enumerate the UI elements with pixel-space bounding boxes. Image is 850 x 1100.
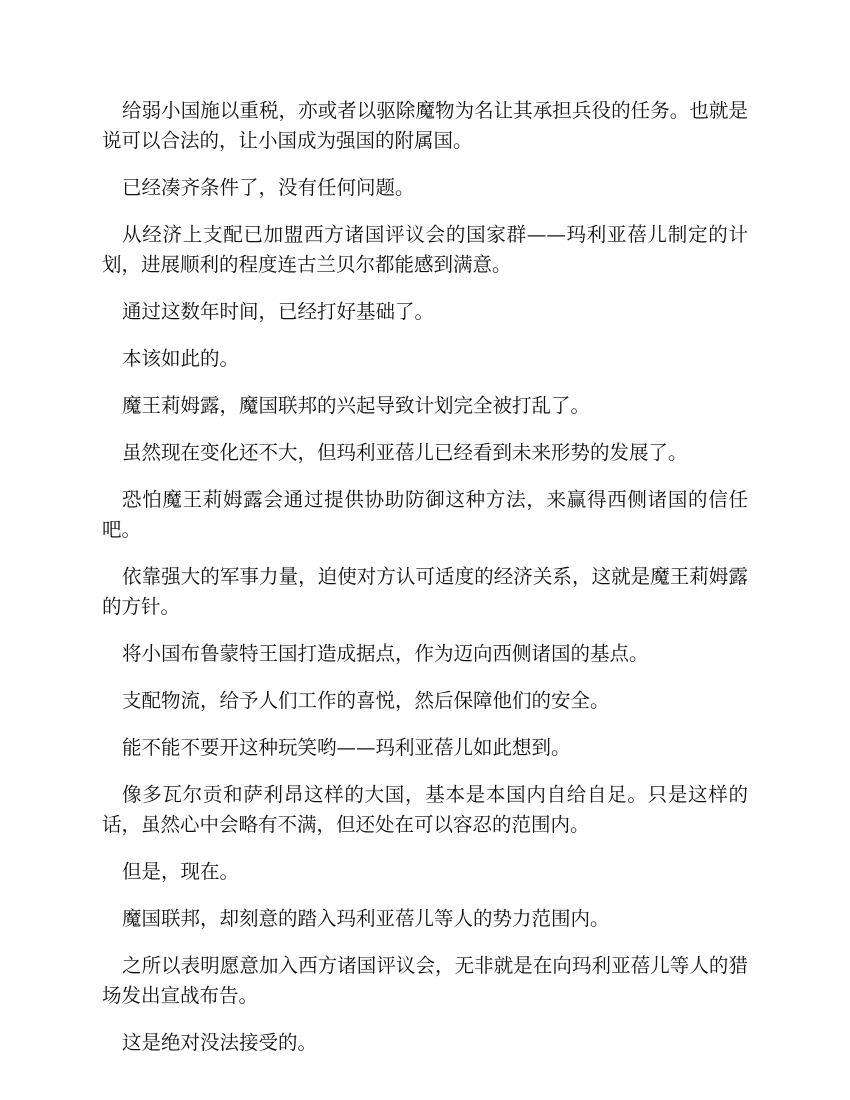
paragraph: 魔国联邦，却刻意的踏入玛利亚蓓儿等人的势力范围内。 [122, 907, 610, 930]
paragraph: 能不能不要开这种玩笑哟——玛利亚蓓儿如此想到。 [122, 736, 571, 759]
paragraph: 从经济上支配已加盟西方诸国评议会的国家群——玛利亚蓓儿制定的计划，进展顺利的程度连古兰贝尔都能感到满意。 [102, 223, 748, 276]
paragraph: 给弱小国施以重税，亦或者以驱除魔物为名让其承担兵役的任务。也就是说可以合法的，让小国成为强国的附属国。 [102, 99, 748, 152]
paragraph: 通过这数年时间，已经打好基础了。 [122, 300, 435, 323]
paragraph: 像多瓦尔贡和萨利昂这样的大国，基本是本国内自给自足。只是这样的话，虽然心中会略有不满，但还处在可以容忍的范围内。 [102, 783, 748, 836]
paragraph: 已经凑齐条件了，没有任何问题。 [122, 176, 415, 199]
paragraph: 恐怕魔王莉姆露会通过提供协助防御这种方法，来赢得西侧诸国的信任吧。 [102, 488, 748, 541]
document-page [102, 96, 748, 1075]
paragraph: 这是绝对没法接受的。 [122, 1031, 318, 1054]
paragraph: 魔王莉姆露，魔国联邦的兴起导致计划完全被打乱了。 [122, 394, 591, 417]
paragraph: 本该如此的。 [122, 347, 240, 370]
paragraph: 将小国布鲁蒙特王国打造成据点，作为迈向西侧诸国的基点。 [122, 642, 649, 665]
paragraph: 但是，现在。 [122, 860, 240, 883]
paragraph: 虽然现在变化还不大，但玛利亚蓓儿已经看到未来形势的发展了。 [122, 441, 688, 464]
paragraph: 支配物流，给予人们工作的喜悦，然后保障他们的安全。 [122, 689, 610, 712]
paragraph: 依靠强大的军事力量，迫使对方认可适度的经济关系，这就是魔王莉姆露的方针。 [102, 565, 748, 618]
paragraph: 之所以表明愿意加入西方诸国评议会，无非就是在向玛利亚蓓儿等人的猎场发出宣战布告。 [102, 954, 748, 1007]
